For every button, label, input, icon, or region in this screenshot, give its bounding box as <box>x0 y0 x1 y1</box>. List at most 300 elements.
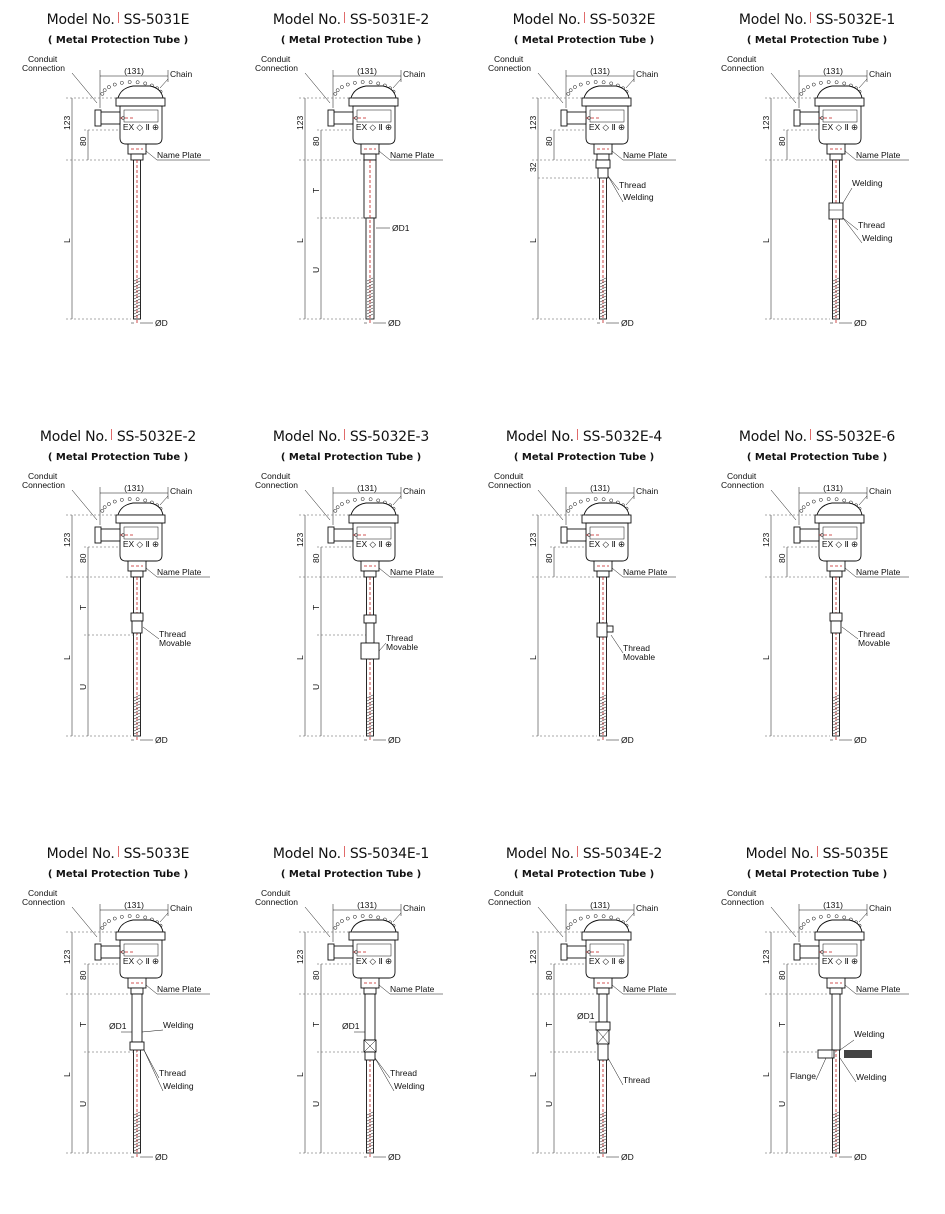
width-dimension-label: (131) <box>590 900 610 910</box>
chain-bead <box>120 915 123 918</box>
height-123-label: 123 <box>295 949 305 964</box>
chain-bead <box>340 85 343 88</box>
model-subtitle: ( Metal Protection Tube ) <box>746 35 888 46</box>
flange-label: Flange <box>790 1071 816 1081</box>
chain-bead <box>586 81 589 84</box>
title-separator <box>344 12 345 23</box>
head-marking: EX ◇ Ⅱ ⊕ <box>122 539 160 549</box>
head-rim <box>116 932 165 940</box>
movable-label: Movable <box>386 642 419 652</box>
welding-label: Welding <box>163 1020 194 1030</box>
head-marking: EX ◇ Ⅱ ⊕ <box>122 956 160 966</box>
movable-fitting <box>364 615 376 623</box>
chain-bead <box>827 80 830 83</box>
welding-label: Welding <box>394 1081 425 1091</box>
length-L-label: L <box>761 238 771 243</box>
chain-bead <box>340 919 343 922</box>
chain-bead <box>835 81 838 84</box>
thermometer-drawing <box>699 882 935 1182</box>
chain-bead <box>586 498 589 501</box>
width-dimension-label: (131) <box>357 483 377 493</box>
model-code: SS-5032E-2 <box>116 429 197 445</box>
chain-bead <box>610 916 613 919</box>
chain-bead <box>819 81 822 84</box>
chain-bead <box>800 509 803 512</box>
conduit-label: Conduit <box>727 888 757 898</box>
model-code: SS-5031E <box>123 12 190 28</box>
height-123-label: 123 <box>761 949 771 964</box>
connection-label: Connection <box>721 63 765 73</box>
thermometer-drawing <box>233 465 469 765</box>
chain-bead <box>569 923 572 926</box>
diameter-D-label: ØD <box>854 1152 867 1162</box>
chain-bead <box>835 915 838 918</box>
model-card <box>466 834 702 1214</box>
chain-bead <box>843 916 846 919</box>
conduit-port <box>566 529 586 541</box>
conduit-label: Conduit <box>28 471 58 481</box>
head-cover <box>351 920 396 932</box>
height-123-label: 123 <box>528 532 538 547</box>
head-rim <box>582 932 631 940</box>
model-prefix: Model No. <box>745 846 814 862</box>
chain-label: Chain <box>403 69 426 79</box>
chain-bead <box>353 915 356 918</box>
model-code: SS-5032E-6 <box>815 429 896 445</box>
height-32-label: 32 <box>528 162 538 172</box>
head-cover <box>817 920 862 932</box>
thread-label: Thread <box>858 220 885 230</box>
connection-label: Connection <box>22 480 66 490</box>
chain-bead <box>128 497 131 500</box>
chain-bead <box>806 919 809 922</box>
chain-bead <box>812 917 815 920</box>
chain-bead <box>800 92 803 95</box>
connection-label: Connection <box>255 480 299 490</box>
conduit-port <box>566 946 586 958</box>
model-code: SS-5032E-3 <box>349 429 430 445</box>
head-cover <box>118 86 163 98</box>
chain-bead <box>334 509 337 512</box>
diameter-D-label: ØD <box>388 318 401 328</box>
chain-bead <box>369 81 372 84</box>
chain-bead <box>602 81 605 84</box>
head-rim <box>349 98 398 106</box>
model-prefix: Model No. <box>512 12 581 28</box>
flange-plate <box>844 1050 872 1058</box>
chain-bead <box>579 500 582 503</box>
model-prefix: Model No. <box>272 429 341 445</box>
length-U-label: U <box>311 683 321 690</box>
diameter-D-label: ØD <box>854 735 867 745</box>
chain-label: Chain <box>403 486 426 496</box>
thread-fitting <box>596 160 610 168</box>
connection-label: Connection <box>721 480 765 490</box>
model-code: SS-5031E-2 <box>349 12 430 28</box>
chain-bead <box>594 497 597 500</box>
length-L-label: L <box>295 238 305 243</box>
model-code: SS-5032E-1 <box>815 12 896 28</box>
chain-bead <box>361 497 364 500</box>
head-rim <box>349 515 398 523</box>
model-prefix: Model No. <box>46 12 115 28</box>
model-card <box>233 0 469 380</box>
name-plate-label: Name Plate <box>856 150 901 160</box>
upper-tube <box>364 160 376 218</box>
chain-label: Chain <box>170 903 193 913</box>
height-80-label: 80 <box>78 136 88 146</box>
thermometer-drawing <box>0 465 236 765</box>
length-L-label: L <box>62 655 72 660</box>
chain-bead <box>573 502 576 505</box>
diameter-D1-label: ØD1 <box>342 1021 360 1031</box>
head-rim <box>815 932 864 940</box>
model-code: SS-5035E <box>822 846 889 862</box>
chain-bead <box>101 92 104 95</box>
chain-label: Chain <box>869 903 892 913</box>
model-subtitle: ( Metal Protection Tube ) <box>280 869 422 880</box>
name-plate-label: Name Plate <box>390 984 435 994</box>
conduit-port <box>100 946 120 958</box>
width-dimension-label: (131) <box>590 483 610 493</box>
model-card <box>699 417 935 797</box>
model-code: SS-5032E <box>589 12 656 28</box>
name-plate-label: Name Plate <box>157 984 202 994</box>
title-separator <box>344 846 345 857</box>
length-U-label: U <box>777 1100 787 1107</box>
diameter-D-label: ØD <box>854 318 867 328</box>
head-marking: EX ◇ Ⅱ ⊕ <box>355 539 393 549</box>
model-subtitle: ( Metal Protection Tube ) <box>513 35 655 46</box>
neck <box>597 154 609 160</box>
chain-label: Chain <box>636 486 659 496</box>
height-123-label: 123 <box>761 115 771 130</box>
length-L-label: L <box>761 1072 771 1077</box>
neck <box>131 988 143 994</box>
neck <box>597 988 609 994</box>
movable-label: Movable <box>159 638 192 648</box>
chain-bead <box>819 498 822 501</box>
welding-bottom-label: Welding <box>862 233 893 243</box>
chain-bead <box>113 917 116 920</box>
chain-bead <box>610 82 613 85</box>
chain-label: Chain <box>636 903 659 913</box>
chain-bead <box>602 915 605 918</box>
chain-bead <box>843 499 846 502</box>
movable-fitting <box>830 613 842 621</box>
chain-label: Chain <box>170 486 193 496</box>
thermometer-drawing <box>0 882 236 1182</box>
chain-bead <box>334 926 337 929</box>
title-separator <box>111 429 112 440</box>
chain-bead <box>107 919 110 922</box>
height-123-label: 123 <box>62 115 72 130</box>
model-title <box>233 12 469 28</box>
chain-bead <box>579 917 582 920</box>
thread-label: Thread <box>623 643 650 653</box>
title-separator <box>577 429 578 440</box>
chain-bead <box>579 83 582 86</box>
chain-bead <box>569 506 572 509</box>
chain-bead <box>819 915 822 918</box>
connection-label: Connection <box>22 63 66 73</box>
connection-label: Connection <box>255 897 299 907</box>
model-subtitle: ( Metal Protection Tube ) <box>47 869 189 880</box>
head-marking: EX ◇ Ⅱ ⊕ <box>821 122 859 132</box>
head-cover <box>351 86 396 98</box>
height-123-label: 123 <box>528 949 538 964</box>
diameter-D-label: ØD <box>155 318 168 328</box>
head-rim <box>815 515 864 523</box>
chain-bead <box>346 917 349 920</box>
length-L-label: L <box>528 238 538 243</box>
model-card <box>699 0 935 380</box>
model-subtitle: ( Metal Protection Tube ) <box>47 35 189 46</box>
chain-bead <box>377 82 380 85</box>
thermometer-drawing <box>699 48 935 348</box>
length-T-label: T <box>78 1021 88 1027</box>
chain-bead <box>610 499 613 502</box>
chain-bead <box>802 89 805 92</box>
head-marking: EX ◇ Ⅱ ⊕ <box>588 539 626 549</box>
length-U-label: U <box>78 1100 88 1107</box>
head-cover <box>118 503 163 515</box>
length-T-label: T <box>78 604 88 610</box>
height-80-label: 80 <box>78 970 88 980</box>
diameter-D-label: ØD <box>621 735 634 745</box>
chain-bead <box>120 498 123 501</box>
height-123-label: 123 <box>528 115 538 130</box>
thermometer-drawing <box>466 882 702 1182</box>
head-rim <box>815 98 864 106</box>
length-L-label: L <box>528 655 538 660</box>
head-cover <box>351 503 396 515</box>
welding-bottom-label: Welding <box>856 1072 887 1082</box>
head-marking: EX ◇ Ⅱ ⊕ <box>588 956 626 966</box>
diameter-D-label: ØD <box>155 1152 168 1162</box>
chain-label: Chain <box>869 69 892 79</box>
title-separator <box>810 12 811 23</box>
neck <box>830 571 842 577</box>
thread-label: Thread <box>159 629 186 639</box>
height-80-label: 80 <box>311 553 321 563</box>
model-card <box>233 834 469 1214</box>
conduit-label: Conduit <box>494 54 524 64</box>
connection-label: Connection <box>488 480 532 490</box>
name-plate-label: Name Plate <box>856 567 901 577</box>
diameter-D-label: ØD <box>155 735 168 745</box>
neck <box>830 988 842 994</box>
connection-label: Connection <box>22 897 66 907</box>
conduit-label: Conduit <box>727 54 757 64</box>
chain-bead <box>340 502 343 505</box>
conduit-label: Conduit <box>261 471 291 481</box>
model-code: SS-5033E <box>123 846 190 862</box>
length-L-label: L <box>761 655 771 660</box>
chain-bead <box>128 80 131 83</box>
model-card <box>0 834 236 1214</box>
chain-bead <box>369 915 372 918</box>
width-dimension-label: (131) <box>124 483 144 493</box>
chain-bead <box>843 82 846 85</box>
name-plate-label: Name Plate <box>623 150 668 160</box>
chain-bead <box>353 81 356 84</box>
chain-bead <box>567 926 570 929</box>
model-prefix: Model No. <box>39 429 108 445</box>
conduit-port <box>566 112 586 124</box>
conduit-port <box>333 946 353 958</box>
length-L-label: L <box>295 1072 305 1077</box>
length-U-label: U <box>78 683 88 690</box>
title-separator <box>817 846 818 857</box>
chain-bead <box>103 923 106 926</box>
height-80-label: 80 <box>777 136 787 146</box>
model-prefix: Model No. <box>738 429 807 445</box>
height-80-label: 80 <box>544 553 554 563</box>
width-dimension-label: (131) <box>823 900 843 910</box>
movable-label: Movable <box>858 638 891 648</box>
model-title <box>233 429 469 445</box>
head-marking: EX ◇ Ⅱ ⊕ <box>355 122 393 132</box>
model-title <box>0 846 236 862</box>
head-rim <box>582 515 631 523</box>
chain-bead <box>567 92 570 95</box>
chain-bead <box>101 509 104 512</box>
chain-bead <box>144 82 147 85</box>
welding-label: Welding <box>852 178 883 188</box>
neck <box>131 154 143 160</box>
chain-bead <box>336 506 339 509</box>
head-marking: EX ◇ Ⅱ ⊕ <box>821 956 859 966</box>
length-L-label: L <box>528 1072 538 1077</box>
chain-bead <box>103 506 106 509</box>
length-L-label: L <box>62 1072 72 1077</box>
model-card <box>466 0 702 380</box>
name-plate-label: Name Plate <box>623 984 668 994</box>
head-marking: EX ◇ Ⅱ ⊕ <box>355 956 393 966</box>
thread-label: Thread <box>159 1068 186 1078</box>
height-80-label: 80 <box>78 553 88 563</box>
name-plate-label: Name Plate <box>623 567 668 577</box>
chain-bead <box>802 923 805 926</box>
thermometer-drawing <box>699 465 935 765</box>
chain-bead <box>812 500 815 503</box>
neck <box>364 571 376 577</box>
thermometer-drawing <box>466 48 702 348</box>
head-cover <box>817 503 862 515</box>
width-dimension-label: (131) <box>357 900 377 910</box>
model-card <box>699 834 935 1214</box>
width-dimension-label: (131) <box>357 66 377 76</box>
title-separator <box>810 429 811 440</box>
width-dimension-label: (131) <box>124 66 144 76</box>
diameter-D1-label: ØD1 <box>109 1021 127 1031</box>
chain-bead <box>136 498 139 501</box>
chain-bead <box>594 80 597 83</box>
height-80-label: 80 <box>311 970 321 980</box>
model-code: SS-5034E-1 <box>349 846 430 862</box>
chain-bead <box>835 498 838 501</box>
model-subtitle: ( Metal Protection Tube ) <box>47 452 189 463</box>
connection-label: Connection <box>255 63 299 73</box>
name-plate-label: Name Plate <box>390 150 435 160</box>
model-title <box>466 12 702 28</box>
chain-bead <box>113 500 116 503</box>
thermometer-drawing <box>0 48 236 348</box>
model-prefix: Model No. <box>272 12 341 28</box>
chain-bead <box>586 915 589 918</box>
welding-bottom-label: Welding <box>163 1081 194 1091</box>
model-prefix: Model No. <box>46 846 115 862</box>
height-80-label: 80 <box>544 970 554 980</box>
chain-bead <box>144 916 147 919</box>
height-123-label: 123 <box>62 949 72 964</box>
connection-label: Connection <box>488 63 532 73</box>
head-marking: EX ◇ Ⅱ ⊕ <box>821 539 859 549</box>
length-T-label: T <box>311 187 321 193</box>
head-cover <box>584 503 629 515</box>
length-L-label: L <box>62 238 72 243</box>
chain-bead <box>103 89 106 92</box>
model-title <box>0 12 236 28</box>
height-80-label: 80 <box>777 970 787 980</box>
conduit-label: Conduit <box>28 54 58 64</box>
chain-bead <box>377 499 380 502</box>
model-subtitle: ( Metal Protection Tube ) <box>746 452 888 463</box>
head-cover <box>118 920 163 932</box>
conduit-port <box>799 946 819 958</box>
diameter-D-label: ØD <box>621 1152 634 1162</box>
movable-label: Movable <box>623 652 656 662</box>
name-plate-label: Name Plate <box>856 984 901 994</box>
thread-fitting <box>829 203 843 219</box>
neck <box>364 988 376 994</box>
chain-bead <box>806 85 809 88</box>
conduit-port <box>100 529 120 541</box>
conduit-port <box>333 112 353 124</box>
width-dimension-label: (131) <box>124 900 144 910</box>
length-U-label: U <box>311 1100 321 1107</box>
height-80-label: 80 <box>777 553 787 563</box>
protection-tube <box>366 218 374 319</box>
thread-label: Thread <box>386 633 413 643</box>
head-marking: EX ◇ Ⅱ ⊕ <box>122 122 160 132</box>
model-prefix: Model No. <box>505 429 574 445</box>
chain-bead <box>573 919 576 922</box>
connection-label: Connection <box>488 897 532 907</box>
length-T-label: T <box>311 604 321 610</box>
head-rim <box>349 932 398 940</box>
name-plate-label: Name Plate <box>157 150 202 160</box>
model-subtitle: ( Metal Protection Tube ) <box>280 452 422 463</box>
chain-bead <box>136 81 139 84</box>
conduit-label: Conduit <box>494 471 524 481</box>
chain-bead <box>806 502 809 505</box>
chain-bead <box>107 502 110 505</box>
chain-bead <box>361 914 364 917</box>
chain-bead <box>802 506 805 509</box>
chain-bead <box>336 923 339 926</box>
model-subtitle: ( Metal Protection Tube ) <box>513 452 655 463</box>
connection-label: Connection <box>721 897 765 907</box>
model-title <box>233 846 469 862</box>
thermometer-drawing <box>233 882 469 1182</box>
chain-label: Chain <box>636 69 659 79</box>
model-subtitle: ( Metal Protection Tube ) <box>280 35 422 46</box>
chain-bead <box>101 926 104 929</box>
length-L-label: L <box>295 655 305 660</box>
thermometer-drawing <box>466 465 702 765</box>
